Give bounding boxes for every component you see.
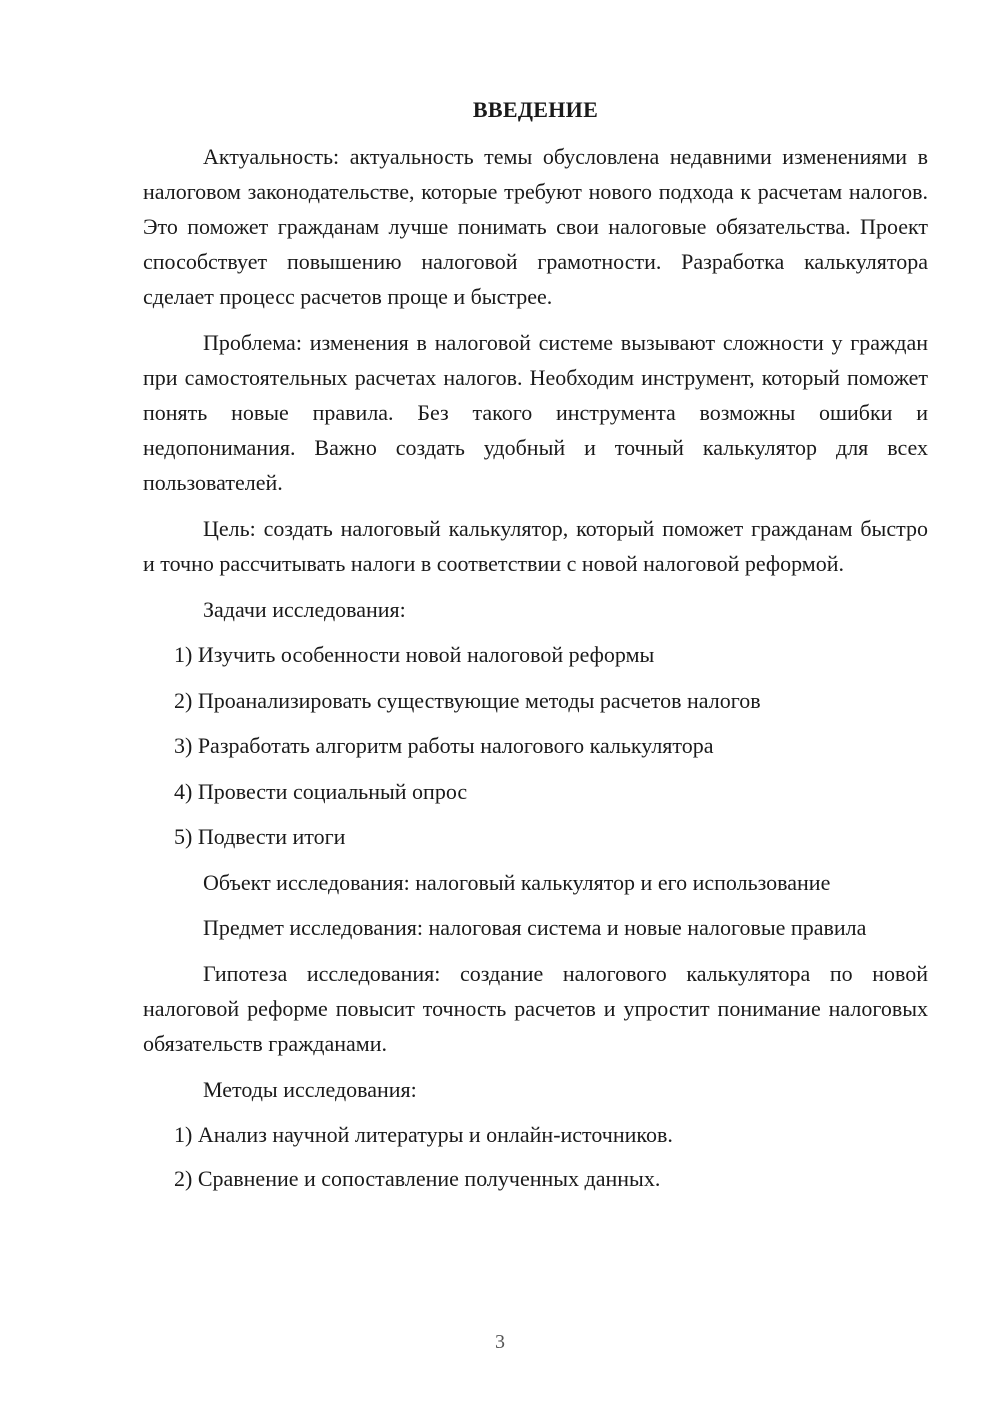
task-item: 3) Разработать алгоритм работы налогового калькулятора [174,733,714,758]
tasks-title: Задачи исследования: [203,597,406,622]
problem-paragraph: Проблема: изменения в налоговой системе вызывают сложности у граждан при самостоятельных расчетах налогов. Необходим инструмент, который поможет понять новые правила. Без такого инструмента возможны ошибки и недопонимания. Важно создать удобный и точный калькулятор для всех пользователей. [143,330,928,495]
object-paragraph: Объект исследования: налоговый калькулятор и его использование [203,869,831,895]
method-item: 2) Сравнение и сопоставление полученных данных. [174,1165,661,1191]
methods-list [143,1117,928,1196]
task-item: 2) Проанализировать существующие методы расчетов налогов [174,687,761,713]
hypothesis-paragraph: Гипотеза исследования: создание налогового калькулятора по новой налоговой реформе повысит точность расчетов и упростит понимание налоговых обязательств гражданами. [143,960,928,1056]
task-item: 1) Изучить особенности новой налоговой реформы [174,642,655,667]
methods-title: Методы исследования: [203,1076,417,1102]
subject-paragraph: Предмет исследования: налоговая система и новые налоговые правила [203,914,867,940]
relevance-paragraph: Актуальность: актуальность темы обусловлена недавними изменениями в налоговом законодательстве, которые требуют нового подхода к расчетам налогов. Это поможет гражданам лучше понимать свои налоговые обязательства. Проект способствует повышению налоговой грамотности. Разработка калькулятора сделает процесс расчетов проще и быстрее. [143,144,928,309]
task-item: 4) Провести социальный опрос [174,778,468,804]
goal-paragraph: Цель: создать налоговый калькулятор, который поможет гражданам быстро и точно рассчитывать налоги в соответствии с новой налоговой реформой. [143,516,928,576]
task-item: 5) Подвести итоги [174,824,346,849]
text-area [143,92,928,1206]
tasks-list [143,637,928,854]
page-number: 3 [495,1331,505,1353]
method-item: 1) Анализ научной литературы и онлайн-источников. [174,1121,673,1147]
section-heading: ВВЕДЕНИЕ [472,97,599,122]
